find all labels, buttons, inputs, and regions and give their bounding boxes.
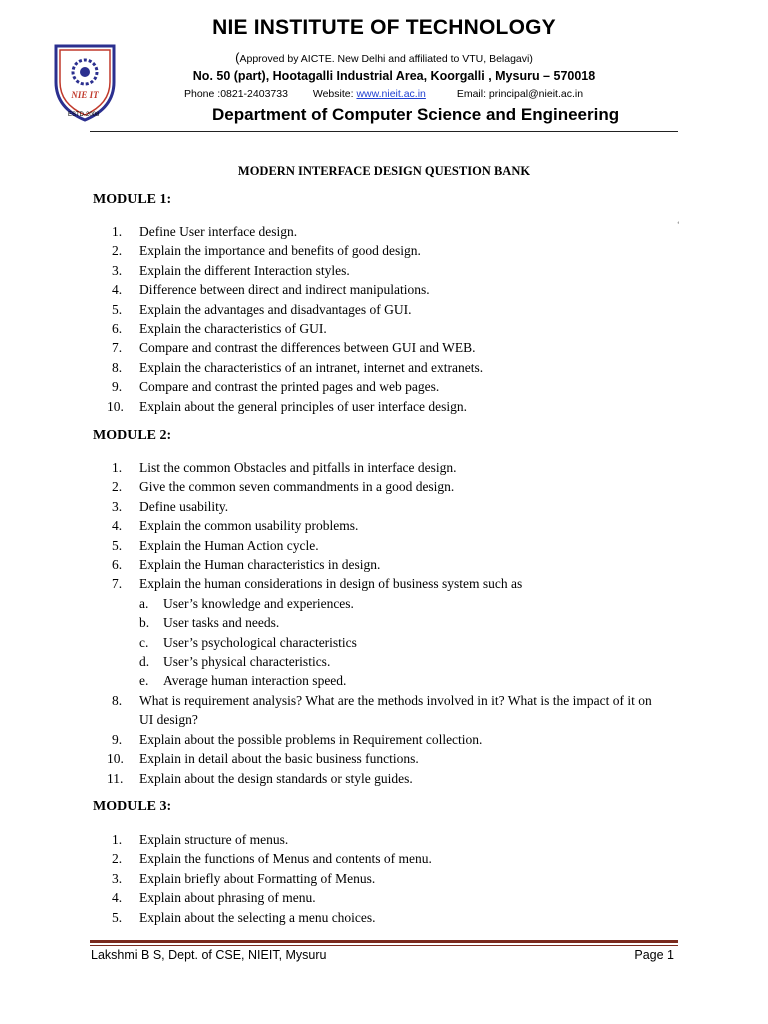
sub-question-letter: b.	[139, 615, 150, 631]
sub-question-text: Average human interaction speed.	[163, 673, 347, 689]
module-2-heading: MODULE 2:	[93, 428, 172, 443]
question-text: Explain about the design standards or style guides.	[139, 770, 413, 786]
module-2-questions	[107, 458, 652, 788]
question-text: Explain the characteristics of an intranet, internet and extranets.	[139, 359, 484, 375]
question-item	[112, 300, 652, 319]
question-text: List the common Obstacles and pitfalls in interface design.	[139, 460, 457, 475]
question-number: 5.	[112, 537, 123, 553]
sub-question-item	[139, 652, 652, 671]
question-text: Define User interface design.	[139, 224, 298, 239]
question-text: Compare and contrast the printed pages and web pages.	[139, 379, 440, 395]
sub-question-item	[139, 594, 652, 613]
question-item	[107, 397, 652, 416]
question-text: What is requirement analysis? What are the methods involved in it? What is the impact of it on UI design?	[139, 692, 652, 728]
contact-line	[184, 88, 583, 100]
header-divider	[90, 131, 678, 132]
question-text: Explain the characteristics of GUI.	[139, 321, 327, 337]
sub-question-item	[139, 633, 652, 652]
question-item	[107, 769, 652, 788]
question-item	[112, 358, 652, 377]
question-number: 2.	[112, 479, 123, 495]
question-item	[112, 241, 652, 260]
question-text: Give the common seven commandments in a good design.	[139, 479, 455, 495]
sub-question-letter: e.	[139, 673, 149, 689]
question-number: 9.	[112, 379, 123, 395]
question-number: 5.	[112, 909, 123, 925]
page-number: Page 1	[634, 948, 674, 962]
sub-question-text: User’s knowledge and experiences.	[163, 595, 354, 611]
question-number: 4.	[112, 282, 123, 298]
question-text: Explain briefly about Formatting of Menus.	[139, 870, 376, 886]
question-text: Explain the Human characteristics in design.	[139, 557, 381, 573]
question-number: 6.	[112, 321, 123, 337]
question-item	[112, 516, 652, 535]
address-line: No. 50 (part), Hootagalli Industrial Area, Koorgalli , Mysuru – 570018	[192, 69, 596, 83]
footer-rule-thin	[90, 945, 678, 946]
question-item	[112, 377, 652, 396]
footer-author: Lakshmi B S, Dept. of CSE, NIEIT, Mysuru	[91, 948, 327, 962]
institute-name: NIE INSTITUTE OF TECHNOLOGY	[212, 16, 556, 39]
question-text: Explain the advantages and disadvantages of GUI.	[139, 301, 412, 317]
question-number: 1.	[112, 832, 123, 847]
document-title: MODERN INTERFACE DESIGN QUESTION BANK	[237, 164, 531, 178]
question-number: 6.	[112, 557, 123, 573]
question-item	[112, 849, 652, 868]
phone-number: Phone :0821-2403733	[184, 88, 288, 100]
module-3-questions	[112, 830, 652, 927]
question-item	[112, 477, 652, 496]
question-text: Define usability.	[139, 498, 229, 514]
question-number: 1.	[112, 224, 123, 239]
question-item	[112, 555, 652, 574]
question-item	[112, 536, 652, 555]
question-item	[112, 338, 652, 357]
question-item	[107, 749, 652, 768]
question-item	[112, 888, 652, 907]
approval-open-paren: (	[235, 50, 240, 65]
question-number: 11.	[107, 770, 124, 786]
question-item	[112, 730, 652, 749]
logo-text: NIE IT	[71, 90, 99, 100]
question-number: 1.	[112, 460, 123, 475]
question-text: Explain the Human Action cycle.	[139, 537, 319, 553]
question-number: 3.	[112, 870, 123, 886]
sub-question-text: User tasks and needs.	[163, 615, 280, 631]
question-item	[112, 691, 652, 730]
sub-question-letter: a.	[139, 595, 149, 611]
question-text: Explain the human considerations in design of business system such as	[139, 576, 523, 592]
estd-label: ESTD-2008	[68, 112, 100, 118]
sub-question-text: User’s psychological characteristics	[163, 634, 357, 650]
question-text: Explain about the selecting a menu choices.	[139, 909, 376, 925]
sub-question-text: User’s physical characteristics.	[163, 654, 331, 670]
question-number: 8.	[112, 692, 123, 708]
footer-rule-thick	[90, 940, 678, 943]
question-item	[112, 869, 652, 888]
module-1-heading: MODULE 1:	[93, 192, 172, 207]
module-1-questions	[107, 222, 652, 416]
question-item	[112, 222, 652, 241]
email-address: Email: principal@nieit.ac.in	[456, 88, 584, 100]
question-number: 3.	[112, 262, 123, 278]
question-text: Explain the common usability problems.	[139, 518, 359, 534]
module-3-heading: MODULE 3:	[93, 799, 172, 814]
sub-question-item	[139, 613, 652, 632]
question-number: 10.	[107, 398, 124, 414]
question-number: 3.	[112, 498, 123, 514]
question-text: Explain the importance and benefits of good design.	[139, 243, 421, 259]
question-text: Compare and contrast the differences between GUI and WEB.	[139, 340, 476, 356]
question-number: 7.	[112, 576, 123, 592]
question-text: Explain about the general principles of user interface design.	[139, 398, 468, 414]
question-number: 10.	[107, 751, 124, 767]
question-number: 4.	[112, 890, 123, 906]
question-text: Explain the different Interaction styles.	[139, 262, 350, 278]
question-text: Explain the functions of Menus and contents of menu.	[139, 851, 432, 867]
stray-mark: ‘	[677, 220, 680, 229]
question-text: Explain in detail about the basic business functions.	[139, 751, 419, 767]
sub-question-item	[139, 671, 652, 690]
department-name: Department of Computer Science and Engineering	[212, 105, 620, 124]
question-text: Explain about phrasing of menu.	[139, 890, 316, 906]
question-text: Explain structure of menus.	[139, 832, 289, 847]
question-number: 5.	[112, 301, 123, 317]
question-number: 2.	[112, 851, 123, 867]
question-text: Explain about the possible problems in Requirement collection.	[139, 731, 483, 747]
question-item	[112, 280, 652, 299]
sub-question-list	[139, 594, 652, 691]
question-number: 7.	[112, 340, 123, 356]
website-label: Website:	[312, 88, 354, 100]
question-item	[112, 908, 652, 927]
question-item	[112, 830, 652, 849]
question-number: 9.	[112, 731, 123, 747]
approval-line	[0, 50, 768, 65]
sub-question-letter: d.	[139, 654, 150, 670]
approval-text: Approved by AICTE. New Delhi and affiliated to VTU, Belagavi)	[239, 53, 533, 65]
question-item	[112, 319, 652, 338]
question-item	[112, 497, 652, 516]
question-number: 2.	[112, 243, 123, 259]
question-text: Difference between direct and indirect manipulations.	[139, 282, 430, 298]
question-item	[112, 261, 652, 280]
question-number: 4.	[112, 518, 123, 534]
question-number: 8.	[112, 359, 123, 375]
sub-question-letter: c.	[139, 634, 149, 650]
question-item	[112, 458, 652, 477]
question-item	[112, 574, 652, 690]
website-link[interactable]: www.nieit.ac.in	[356, 88, 426, 100]
